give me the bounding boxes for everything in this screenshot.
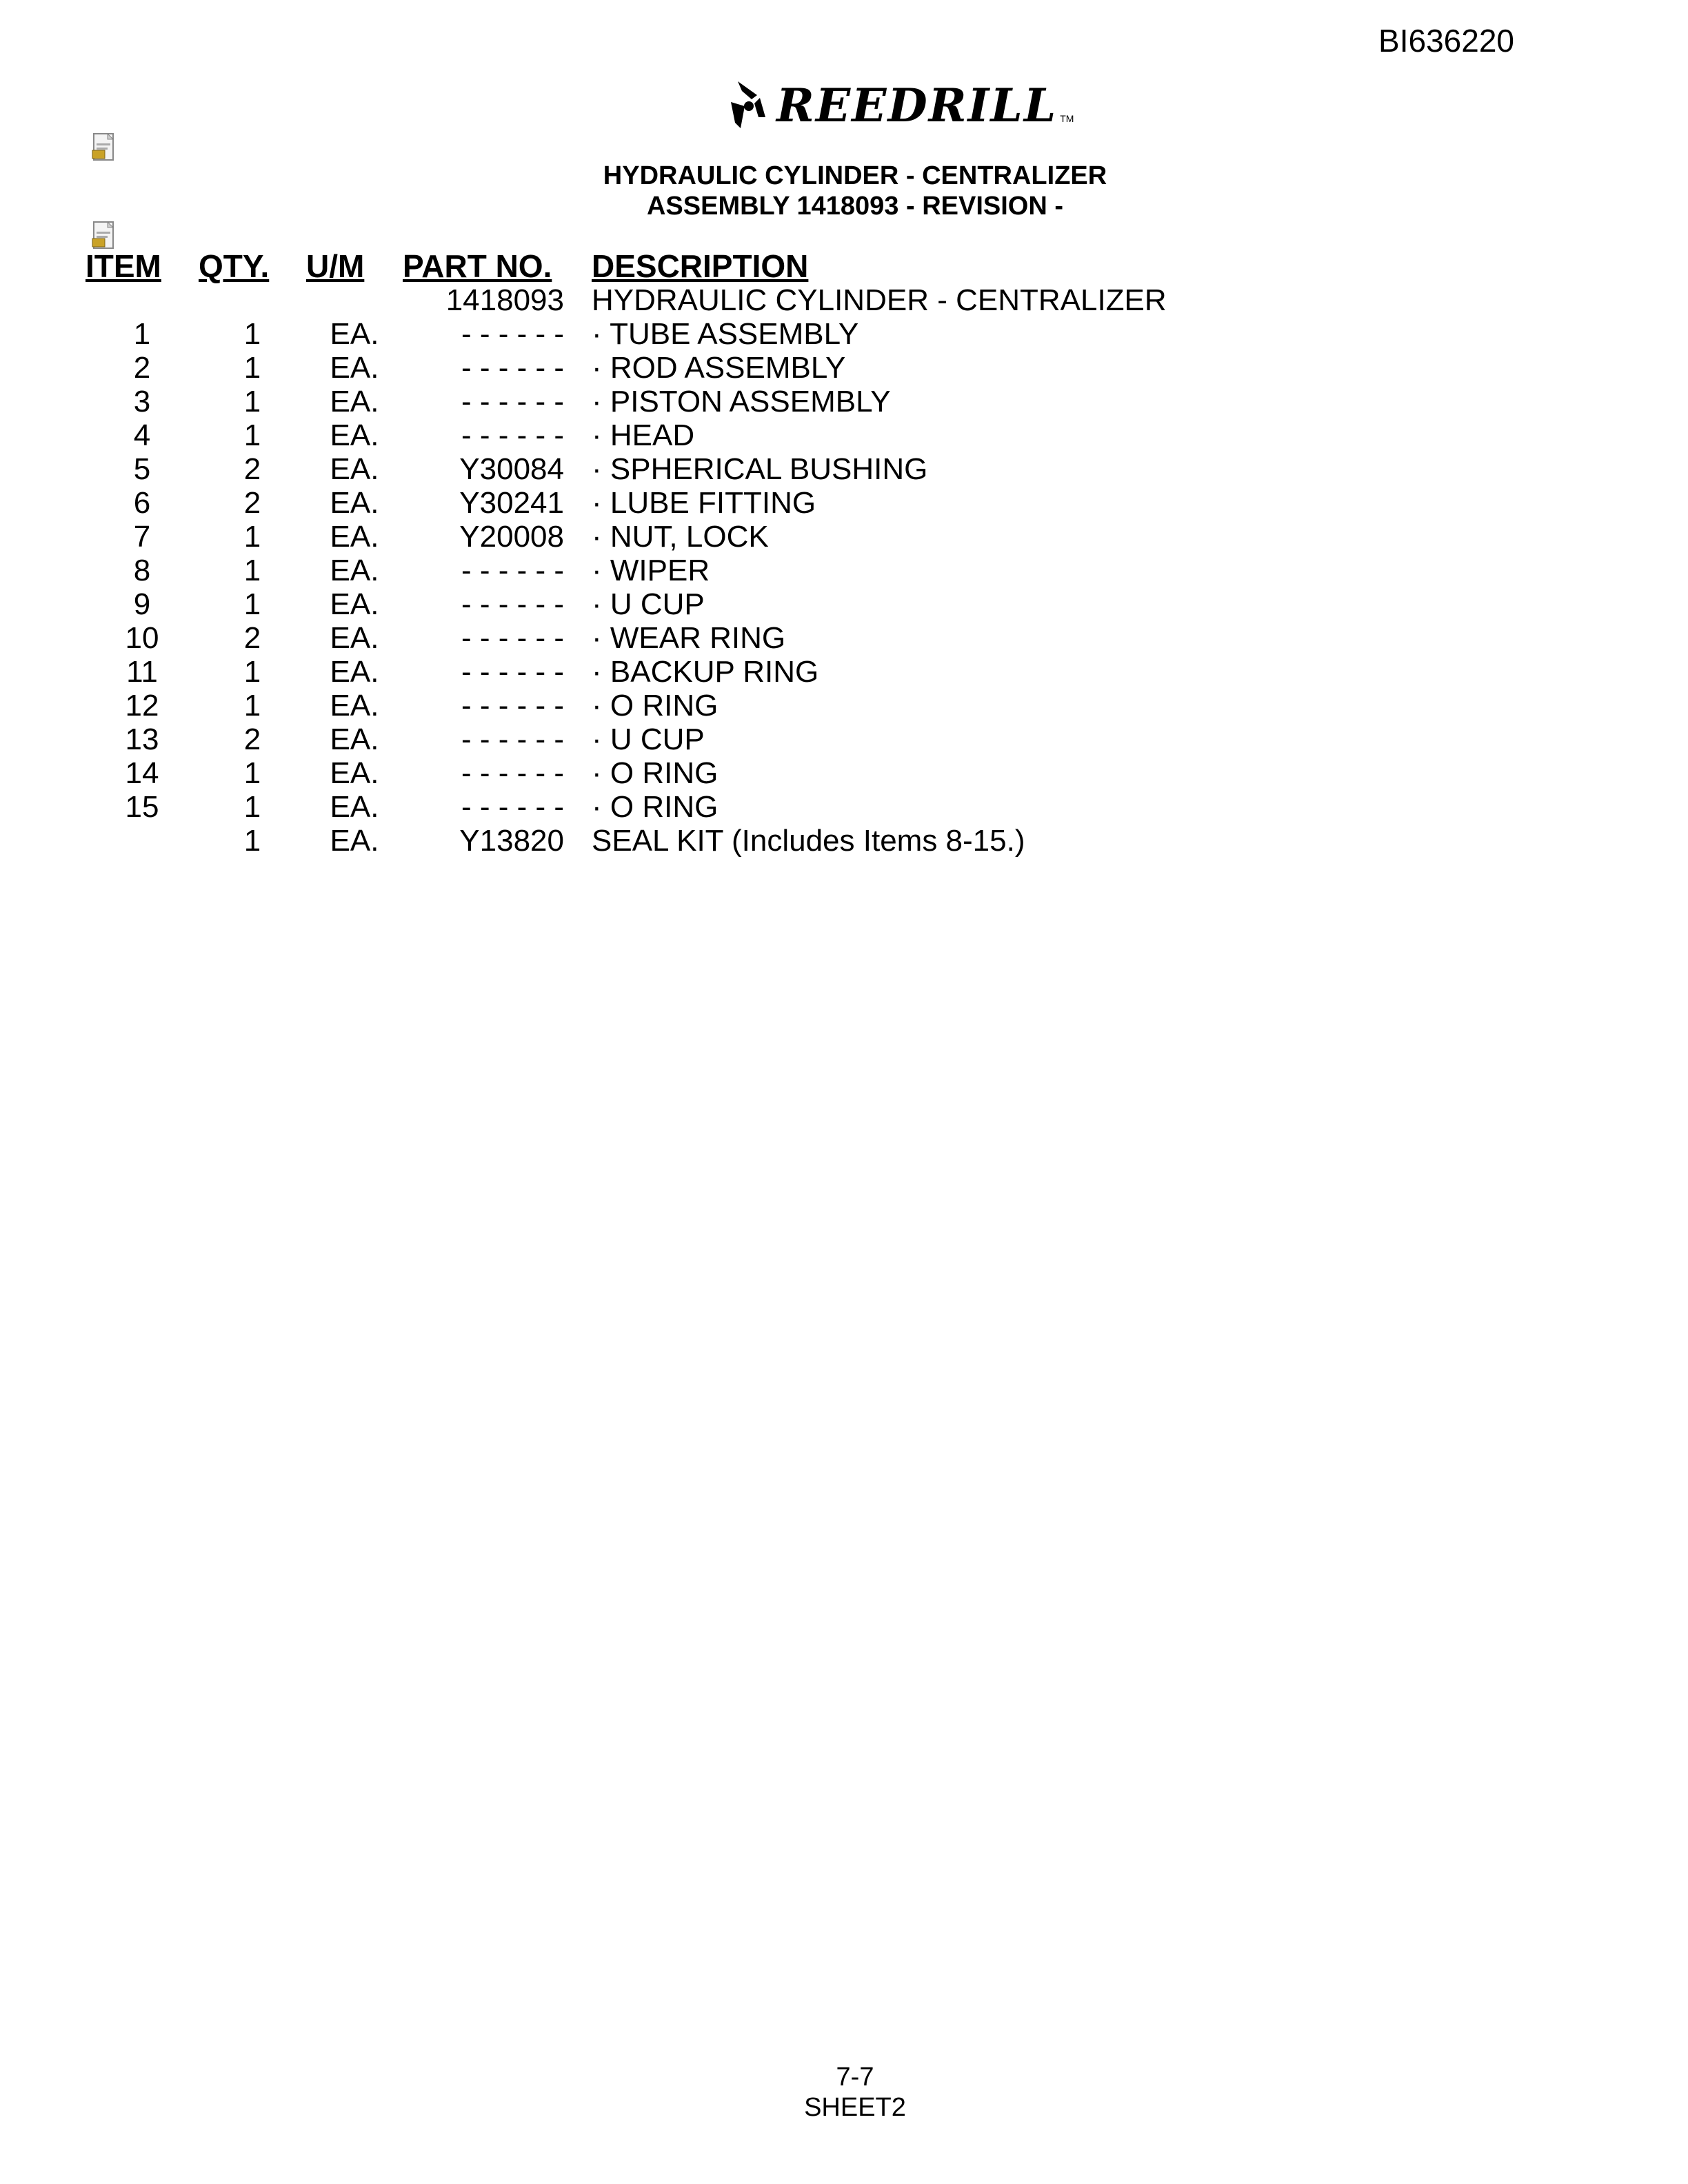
document-id: BI636220 <box>1378 23 1514 59</box>
cell-qty: 1 <box>243 824 261 858</box>
table-row <box>86 385 1167 418</box>
cell-item: 2 <box>133 351 151 385</box>
cell-qty: 2 <box>243 452 261 486</box>
cell-item: 3 <box>133 385 151 418</box>
cell-qty: 1 <box>243 790 261 824</box>
cell-qty: 1 <box>243 655 261 689</box>
cell-um: EA. <box>330 824 379 858</box>
cell-um: EA. <box>330 621 379 655</box>
cell-um: EA. <box>330 655 379 689</box>
column-header-qty: QTY. <box>199 248 270 284</box>
table-row <box>86 317 1167 351</box>
cell-qty: 1 <box>243 689 261 722</box>
cell-description: SEAL KIT (Includes Items 8-15.) <box>592 824 1025 858</box>
table-row <box>86 689 1167 722</box>
cell-item <box>86 824 199 858</box>
cell-um: EA. <box>330 722 379 756</box>
column-header-part-no: PART NO. <box>403 248 552 284</box>
cell-qty: 1 <box>243 554 261 587</box>
cell-description: · WEAR RING <box>592 621 786 655</box>
cell-qty: 1 <box>243 385 261 418</box>
cell-item: 11 <box>126 655 158 689</box>
cell-um: EA. <box>330 452 379 486</box>
cell-description: · NUT, LOCK <box>592 520 769 554</box>
trademark-mark: TM <box>1060 113 1074 124</box>
drill-bit-logo-icon <box>717 74 779 136</box>
table-row <box>86 790 1167 824</box>
cell-part-no: - - - - - - <box>461 722 564 756</box>
title-line-2: ASSEMBLY 1418093 - REVISION - <box>646 192 1064 221</box>
cell-qty: 1 <box>243 520 261 554</box>
cell-part-no: - - - - - - <box>461 418 564 452</box>
cell-item: 4 <box>133 418 151 452</box>
cell-description: HYDRAULIC CYLINDER - CENTRALIZER <box>592 283 1167 317</box>
cell-um: EA. <box>330 520 379 554</box>
cell-part-no: - - - - - - <box>461 351 564 385</box>
embedded-file-icon[interactable] <box>91 221 119 251</box>
cell-item: 9 <box>133 587 151 621</box>
cell-um: EA. <box>330 587 379 621</box>
table-row <box>86 621 1167 655</box>
cell-part-no: - - - - - - <box>461 317 564 351</box>
table-row <box>86 824 1167 858</box>
cell-description: · U CUP <box>592 722 705 756</box>
cell-um <box>306 283 403 317</box>
cell-item: 10 <box>125 621 159 655</box>
cell-part-no: - - - - - - <box>461 554 564 587</box>
table-row <box>86 756 1167 790</box>
cell-um: EA. <box>330 790 379 824</box>
cell-description: · O RING <box>592 689 719 722</box>
embedded-file-icon[interactable] <box>91 132 119 163</box>
assembly-subtitle <box>0 192 1688 221</box>
cell-part-no: Y30084 <box>459 452 564 486</box>
cell-item: 8 <box>133 554 151 587</box>
cell-description: · TUBE ASSEMBLY <box>592 317 859 351</box>
cell-qty <box>199 283 306 317</box>
cell-description: · PISTON ASSEMBLY <box>592 385 891 418</box>
cell-part-no: 1418093 <box>445 283 564 317</box>
column-header-item: ITEM <box>86 248 161 284</box>
table-header-row <box>86 250 1167 283</box>
cell-description: · BACKUP RING <box>592 655 819 689</box>
column-header-description: DESCRIPTION <box>592 248 809 284</box>
cell-item: 15 <box>125 790 159 824</box>
cell-part-no: - - - - - - <box>461 385 564 418</box>
cell-qty: 1 <box>243 317 261 351</box>
cell-part-no: Y13820 <box>459 824 564 858</box>
cell-um: EA. <box>330 418 379 452</box>
cell-item: 7 <box>133 520 151 554</box>
cell-um: EA. <box>330 385 379 418</box>
table-row <box>86 655 1167 689</box>
cell-description: · ROD ASSEMBLY <box>592 351 846 385</box>
cell-description: · WIPER <box>592 554 710 587</box>
column-header-um: U/M <box>306 248 365 284</box>
title-line-1: HYDRAULIC CYLINDER - CENTRALIZER <box>603 161 1107 190</box>
cell-qty: 1 <box>243 351 261 385</box>
cell-um: EA. <box>330 486 379 520</box>
cell-description: · LUBE FITTING <box>592 486 816 520</box>
table-row <box>86 351 1167 385</box>
cell-qty: 2 <box>243 621 261 655</box>
cell-item: 12 <box>125 689 159 722</box>
table-row <box>86 283 1167 317</box>
table-row <box>86 554 1167 587</box>
cell-um: EA. <box>330 317 379 351</box>
table-row <box>86 486 1167 520</box>
cell-qty: 1 <box>243 587 261 621</box>
cell-um: EA. <box>330 554 379 587</box>
cell-um: EA. <box>330 756 379 790</box>
sheet-label: SHEET2 <box>804 2093 906 2122</box>
table-row <box>86 418 1167 452</box>
table-row <box>86 452 1167 486</box>
cell-description: · HEAD <box>592 418 695 452</box>
cell-um: EA. <box>330 689 379 722</box>
cell-item: 1 <box>133 317 151 351</box>
cell-part-no: - - - - - - <box>461 655 564 689</box>
table-row <box>86 520 1167 554</box>
cell-item: 6 <box>133 486 151 520</box>
cell-um: EA. <box>330 351 379 385</box>
table-row <box>86 587 1167 621</box>
reedrill-logo <box>717 74 1074 136</box>
cell-qty: 1 <box>243 756 261 790</box>
cell-item <box>86 283 199 317</box>
cell-part-no: - - - - - - <box>461 756 564 790</box>
cell-item: 5 <box>133 452 151 486</box>
cell-part-no: - - - - - - <box>461 587 564 621</box>
table-row <box>86 722 1167 756</box>
cell-part-no: - - - - - - <box>461 621 564 655</box>
cell-part-no: - - - - - - <box>461 790 564 824</box>
assembly-title <box>0 161 1688 191</box>
cell-item: 13 <box>125 722 159 756</box>
cell-qty: 1 <box>243 418 261 452</box>
parts-list-body <box>86 283 1167 858</box>
cell-qty: 2 <box>243 486 261 520</box>
brand-name: REEDRILL <box>776 79 1058 132</box>
cell-qty: 2 <box>243 722 261 756</box>
cell-description: · O RING <box>592 756 719 790</box>
cell-part-no: - - - - - - <box>461 689 564 722</box>
cell-part-no: Y30241 <box>459 486 564 520</box>
cell-description: · O RING <box>592 790 719 824</box>
cell-item: 14 <box>125 756 159 790</box>
cell-description: · U CUP <box>592 587 705 621</box>
page-number: 7-7 <box>836 2063 874 2092</box>
parts-list-table <box>86 250 1167 858</box>
cell-part-no: Y20008 <box>459 520 564 554</box>
cell-description: · SPHERICAL BUSHING <box>592 452 928 486</box>
